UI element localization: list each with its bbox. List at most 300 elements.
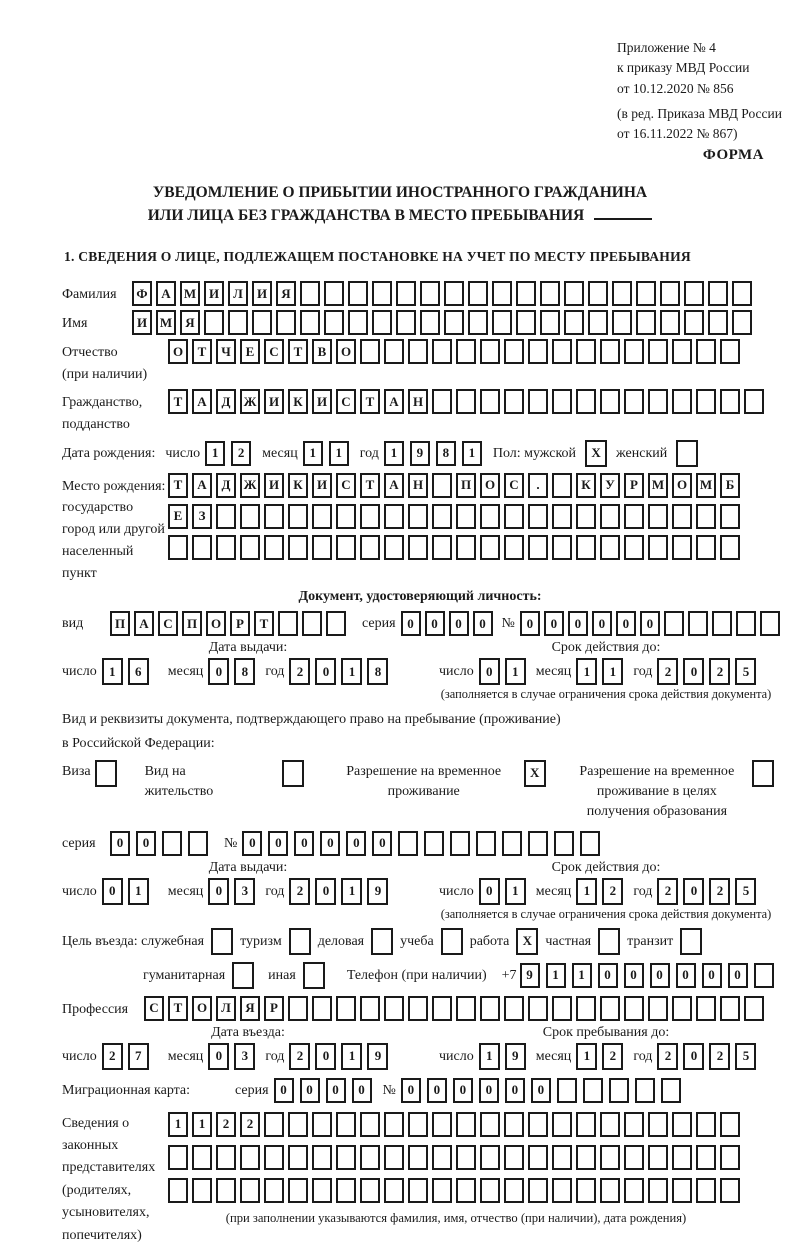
form-cell[interactable]: 1 <box>341 878 362 905</box>
form-cell[interactable] <box>480 535 500 560</box>
form-cell[interactable] <box>708 310 728 335</box>
form-cell[interactable] <box>588 281 608 306</box>
form-cell[interactable] <box>432 1112 452 1137</box>
form-cell[interactable] <box>348 281 368 306</box>
form-cell[interactable]: 8 <box>436 441 456 466</box>
form-cell[interactable]: 0 <box>520 611 540 636</box>
form-cell[interactable]: Т <box>168 996 188 1021</box>
form-cell[interactable] <box>504 1145 524 1170</box>
form-cell[interactable]: 0 <box>268 831 288 856</box>
form-cell[interactable]: В <box>312 339 332 364</box>
form-cell[interactable] <box>408 1178 428 1203</box>
form-cell[interactable] <box>612 310 632 335</box>
form-cell[interactable] <box>432 1178 452 1203</box>
form-cell[interactable]: 0 <box>208 1043 229 1070</box>
form-cell[interactable] <box>312 1178 332 1203</box>
form-cell[interactable] <box>528 535 548 560</box>
form-cell[interactable]: 5 <box>735 878 756 905</box>
form-cell[interactable] <box>432 389 452 414</box>
form-cell[interactable] <box>557 1078 577 1103</box>
form-cell[interactable] <box>552 504 572 529</box>
form-cell[interactable] <box>456 1145 476 1170</box>
form-cell[interactable] <box>732 310 752 335</box>
form-cell[interactable] <box>300 281 320 306</box>
form-cell[interactable]: 0 <box>294 831 314 856</box>
form-cell[interactable]: 2 <box>657 658 678 685</box>
form-cell[interactable]: 0 <box>352 1078 372 1103</box>
form-cell[interactable] <box>384 1178 404 1203</box>
form-cell[interactable]: К <box>288 473 308 498</box>
form-cell[interactable] <box>384 996 404 1021</box>
form-cell[interactable]: О <box>672 473 692 498</box>
form-cell[interactable] <box>576 1145 596 1170</box>
form-cell[interactable] <box>648 339 668 364</box>
form-cell[interactable] <box>696 1178 716 1203</box>
form-cell[interactable]: К <box>288 389 308 414</box>
form-cell[interactable]: 0 <box>401 1078 421 1103</box>
form-cell[interactable] <box>754 963 774 988</box>
form-cell[interactable] <box>504 389 524 414</box>
form-cell[interactable] <box>648 504 668 529</box>
form-cell[interactable]: Ч <box>216 339 236 364</box>
form-cell[interactable] <box>336 1145 356 1170</box>
form-cell[interactable] <box>624 504 644 529</box>
form-cell[interactable] <box>360 504 380 529</box>
form-cell[interactable] <box>504 996 524 1021</box>
form-cell[interactable]: Д <box>216 473 236 498</box>
form-cell[interactable] <box>528 831 548 856</box>
form-cell[interactable] <box>600 1178 620 1203</box>
form-cell[interactable]: 1 <box>576 658 597 685</box>
form-cell[interactable] <box>216 1178 236 1203</box>
form-cell[interactable] <box>168 1145 188 1170</box>
form-cell[interactable]: 0 <box>650 963 670 988</box>
form-cell[interactable]: 0 <box>479 878 500 905</box>
form-cell[interactable]: 0 <box>136 831 156 856</box>
form-cell[interactable]: . <box>528 473 548 498</box>
form-cell[interactable] <box>672 996 692 1021</box>
form-cell[interactable] <box>408 535 428 560</box>
form-cell[interactable]: 9 <box>367 878 388 905</box>
form-cell[interactable]: Ж <box>240 473 260 498</box>
form-cell[interactable] <box>312 504 332 529</box>
form-cell[interactable]: 0 <box>102 878 123 905</box>
form-cell[interactable]: О <box>336 339 356 364</box>
checkbox-purpose-private[interactable] <box>598 928 620 955</box>
form-cell[interactable] <box>672 504 692 529</box>
form-cell[interactable]: Т <box>168 473 188 498</box>
form-cell[interactable] <box>720 996 740 1021</box>
form-cell[interactable]: 0 <box>453 1078 473 1103</box>
checkbox-visa[interactable] <box>95 760 117 787</box>
form-cell[interactable]: 0 <box>208 878 229 905</box>
form-cell[interactable]: 9 <box>410 441 430 466</box>
form-cell[interactable] <box>432 339 452 364</box>
form-cell[interactable] <box>736 611 756 636</box>
form-cell[interactable] <box>480 1178 500 1203</box>
form-cell[interactable]: А <box>192 473 212 498</box>
form-cell[interactable]: С <box>504 473 524 498</box>
form-cell[interactable] <box>672 1145 692 1170</box>
form-cell[interactable] <box>635 1078 655 1103</box>
form-cell[interactable]: 2 <box>289 658 310 685</box>
form-cell[interactable]: И <box>252 281 272 306</box>
form-cell[interactable] <box>528 339 548 364</box>
form-cell[interactable] <box>600 504 620 529</box>
form-cell[interactable] <box>624 389 644 414</box>
form-cell[interactable]: 0 <box>315 658 336 685</box>
form-cell[interactable] <box>408 339 428 364</box>
form-cell[interactable] <box>278 611 298 636</box>
form-cell[interactable] <box>324 281 344 306</box>
form-cell[interactable]: 8 <box>234 658 255 685</box>
form-cell[interactable] <box>744 996 764 1021</box>
form-cell[interactable] <box>432 473 452 498</box>
form-cell[interactable] <box>600 1112 620 1137</box>
form-cell[interactable]: Я <box>180 310 200 335</box>
form-cell[interactable] <box>480 1112 500 1137</box>
form-cell[interactable] <box>420 281 440 306</box>
form-cell[interactable]: 8 <box>367 658 388 685</box>
form-cell[interactable]: Т <box>360 473 380 498</box>
form-cell[interactable] <box>480 339 500 364</box>
checkbox-purpose-official[interactable] <box>211 928 233 955</box>
form-cell[interactable] <box>348 310 368 335</box>
form-cell[interactable] <box>504 1178 524 1203</box>
form-cell[interactable] <box>552 473 572 498</box>
form-cell[interactable] <box>552 1112 572 1137</box>
form-cell[interactable]: 2 <box>657 1043 678 1070</box>
checkbox-purpose-study[interactable] <box>441 928 463 955</box>
form-cell[interactable] <box>288 996 308 1021</box>
form-cell[interactable]: 5 <box>735 658 756 685</box>
form-cell[interactable] <box>576 1112 596 1137</box>
form-cell[interactable]: 0 <box>479 658 500 685</box>
form-cell[interactable]: Р <box>230 611 250 636</box>
form-cell[interactable] <box>696 339 716 364</box>
form-cell[interactable] <box>456 504 476 529</box>
form-cell[interactable] <box>661 1078 681 1103</box>
form-cell[interactable] <box>732 281 752 306</box>
form-cell[interactable]: 0 <box>624 963 644 988</box>
form-cell[interactable]: 1 <box>205 441 225 466</box>
form-cell[interactable]: 0 <box>568 611 588 636</box>
form-cell[interactable] <box>480 389 500 414</box>
form-cell[interactable]: П <box>456 473 476 498</box>
checkbox-male[interactable]: X <box>585 440 607 467</box>
form-cell[interactable]: 9 <box>505 1043 526 1070</box>
form-cell[interactable]: 0 <box>473 611 493 636</box>
form-cell[interactable] <box>324 310 344 335</box>
form-cell[interactable] <box>624 535 644 560</box>
form-cell[interactable]: С <box>336 389 356 414</box>
form-cell[interactable]: 0 <box>598 963 618 988</box>
form-cell[interactable] <box>408 504 428 529</box>
form-cell[interactable]: И <box>312 389 332 414</box>
form-cell[interactable] <box>708 281 728 306</box>
form-cell[interactable] <box>432 504 452 529</box>
form-cell[interactable] <box>672 1178 692 1203</box>
form-cell[interactable] <box>240 504 260 529</box>
form-cell[interactable]: С <box>336 473 356 498</box>
form-cell[interactable]: 0 <box>616 611 636 636</box>
form-cell[interactable] <box>420 310 440 335</box>
form-cell[interactable] <box>552 1145 572 1170</box>
checkbox-female[interactable] <box>676 440 698 467</box>
form-cell[interactable]: Е <box>168 504 188 529</box>
form-cell[interactable] <box>672 339 692 364</box>
form-cell[interactable] <box>648 1145 668 1170</box>
form-cell[interactable] <box>360 1145 380 1170</box>
form-cell[interactable] <box>468 310 488 335</box>
form-cell[interactable] <box>240 535 260 560</box>
form-cell[interactable] <box>624 996 644 1021</box>
form-cell[interactable] <box>384 1112 404 1137</box>
form-cell[interactable]: 0 <box>242 831 262 856</box>
form-cell[interactable] <box>660 310 680 335</box>
form-cell[interactable]: 1 <box>505 658 526 685</box>
form-cell[interactable] <box>372 281 392 306</box>
form-cell[interactable]: Р <box>264 996 284 1021</box>
form-cell[interactable] <box>336 535 356 560</box>
form-cell[interactable] <box>456 1178 476 1203</box>
form-cell[interactable] <box>444 281 464 306</box>
form-cell[interactable]: 7 <box>128 1043 149 1070</box>
checkbox-purpose-transit[interactable] <box>680 928 702 955</box>
form-cell[interactable] <box>684 310 704 335</box>
form-cell[interactable] <box>396 281 416 306</box>
form-cell[interactable]: 0 <box>372 831 392 856</box>
form-cell[interactable] <box>660 281 680 306</box>
form-cell[interactable]: И <box>264 473 284 498</box>
form-cell[interactable]: А <box>384 389 404 414</box>
form-cell[interactable] <box>408 1145 428 1170</box>
form-cell[interactable] <box>552 389 572 414</box>
form-cell[interactable] <box>456 339 476 364</box>
form-cell[interactable] <box>360 535 380 560</box>
form-cell[interactable] <box>502 831 522 856</box>
form-cell[interactable]: К <box>576 473 596 498</box>
form-cell[interactable] <box>216 1145 236 1170</box>
form-cell[interactable]: 0 <box>300 1078 320 1103</box>
form-cell[interactable] <box>312 1112 332 1137</box>
form-cell[interactable]: А <box>134 611 154 636</box>
form-cell[interactable] <box>240 1145 260 1170</box>
form-cell[interactable]: 0 <box>320 831 340 856</box>
form-cell[interactable] <box>276 310 296 335</box>
form-cell[interactable] <box>204 310 224 335</box>
form-cell[interactable]: 1 <box>572 963 592 988</box>
form-cell[interactable]: 9 <box>520 963 540 988</box>
form-cell[interactable]: О <box>480 473 500 498</box>
form-cell[interactable]: 2 <box>102 1043 123 1070</box>
form-cell[interactable]: Я <box>240 996 260 1021</box>
form-cell[interactable]: 0 <box>326 1078 346 1103</box>
form-cell[interactable]: 2 <box>240 1112 260 1137</box>
form-cell[interactable] <box>720 339 740 364</box>
form-cell[interactable]: 0 <box>346 831 366 856</box>
checkbox-purpose-other[interactable] <box>303 962 325 989</box>
form-cell[interactable]: 9 <box>367 1043 388 1070</box>
form-cell[interactable]: М <box>180 281 200 306</box>
form-cell[interactable] <box>360 1112 380 1137</box>
form-cell[interactable]: 1 <box>576 1043 597 1070</box>
form-cell[interactable] <box>384 504 404 529</box>
form-cell[interactable]: 2 <box>657 878 678 905</box>
checkbox-purpose-business[interactable] <box>371 928 393 955</box>
form-cell[interactable] <box>720 504 740 529</box>
form-cell[interactable] <box>398 831 418 856</box>
form-cell[interactable] <box>720 389 740 414</box>
form-cell[interactable]: 1 <box>384 441 404 466</box>
form-cell[interactable]: Н <box>408 473 428 498</box>
form-cell[interactable]: Я <box>276 281 296 306</box>
form-cell[interactable]: А <box>192 389 212 414</box>
form-cell[interactable] <box>312 1145 332 1170</box>
form-cell[interactable]: Л <box>216 996 236 1021</box>
form-cell[interactable]: И <box>132 310 152 335</box>
form-cell[interactable] <box>456 1112 476 1137</box>
form-cell[interactable] <box>336 1112 356 1137</box>
form-cell[interactable] <box>744 389 764 414</box>
form-cell[interactable] <box>252 310 272 335</box>
checkbox-residence-permit[interactable] <box>282 760 304 787</box>
form-cell[interactable]: 0 <box>683 658 704 685</box>
form-cell[interactable] <box>456 535 476 560</box>
form-cell[interactable] <box>192 535 212 560</box>
form-cell[interactable] <box>624 1145 644 1170</box>
form-cell[interactable]: И <box>264 389 284 414</box>
form-cell[interactable] <box>528 1112 548 1137</box>
form-cell[interactable] <box>302 611 322 636</box>
form-cell[interactable] <box>720 1178 740 1203</box>
form-cell[interactable]: 0 <box>676 963 696 988</box>
form-cell[interactable] <box>504 339 524 364</box>
form-cell[interactable] <box>624 1112 644 1137</box>
form-cell[interactable] <box>336 996 356 1021</box>
form-cell[interactable] <box>444 310 464 335</box>
form-cell[interactable] <box>468 281 488 306</box>
form-cell[interactable]: 2 <box>602 878 623 905</box>
form-cell[interactable]: 2 <box>231 441 251 466</box>
form-cell[interactable]: З <box>192 504 212 529</box>
form-cell[interactable] <box>552 535 572 560</box>
form-cell[interactable]: 2 <box>709 878 730 905</box>
form-cell[interactable] <box>288 535 308 560</box>
form-cell[interactable]: С <box>158 611 178 636</box>
form-cell[interactable] <box>480 504 500 529</box>
form-cell[interactable] <box>576 339 596 364</box>
form-cell[interactable] <box>312 535 332 560</box>
form-cell[interactable]: 0 <box>427 1078 447 1103</box>
form-cell[interactable]: 0 <box>449 611 469 636</box>
form-cell[interactable] <box>326 611 346 636</box>
form-cell[interactable] <box>504 1112 524 1137</box>
form-cell[interactable]: Н <box>408 389 428 414</box>
form-cell[interactable] <box>456 996 476 1021</box>
form-cell[interactable] <box>264 535 284 560</box>
form-cell[interactable] <box>696 996 716 1021</box>
form-cell[interactable] <box>664 611 684 636</box>
form-cell[interactable]: С <box>144 996 164 1021</box>
form-cell[interactable]: Т <box>288 339 308 364</box>
form-cell[interactable] <box>288 1178 308 1203</box>
form-cell[interactable] <box>360 996 380 1021</box>
form-cell[interactable]: 2 <box>216 1112 236 1137</box>
form-cell[interactable]: 0 <box>592 611 612 636</box>
form-cell[interactable] <box>688 611 708 636</box>
form-cell[interactable]: 0 <box>110 831 130 856</box>
form-cell[interactable] <box>600 996 620 1021</box>
form-cell[interactable] <box>648 996 668 1021</box>
form-cell[interactable]: О <box>168 339 188 364</box>
form-cell[interactable]: О <box>192 996 212 1021</box>
form-cell[interactable]: Р <box>624 473 644 498</box>
form-cell[interactable]: О <box>206 611 226 636</box>
form-cell[interactable]: 2 <box>602 1043 623 1070</box>
form-cell[interactable]: 1 <box>168 1112 188 1137</box>
form-cell[interactable]: 1 <box>341 658 362 685</box>
form-cell[interactable] <box>600 535 620 560</box>
form-cell[interactable] <box>576 389 596 414</box>
form-cell[interactable]: 0 <box>315 1043 336 1070</box>
form-cell[interactable] <box>648 1112 668 1137</box>
form-cell[interactable] <box>480 1145 500 1170</box>
form-cell[interactable]: 1 <box>479 1043 500 1070</box>
form-cell[interactable] <box>760 611 780 636</box>
form-cell[interactable]: 0 <box>401 611 421 636</box>
form-cell[interactable]: 0 <box>683 1043 704 1070</box>
form-cell[interactable] <box>504 535 524 560</box>
form-cell[interactable] <box>540 310 560 335</box>
form-cell[interactable] <box>424 831 444 856</box>
form-cell[interactable]: А <box>384 473 404 498</box>
form-cell[interactable] <box>384 1145 404 1170</box>
form-cell[interactable]: 0 <box>544 611 564 636</box>
form-cell[interactable]: 1 <box>546 963 566 988</box>
form-cell[interactable] <box>609 1078 629 1103</box>
form-cell[interactable] <box>696 389 716 414</box>
form-cell[interactable] <box>528 504 548 529</box>
checkbox-purpose-tourism[interactable] <box>289 928 311 955</box>
form-cell[interactable]: Т <box>168 389 188 414</box>
form-cell[interactable] <box>528 389 548 414</box>
form-cell[interactable]: 0 <box>640 611 660 636</box>
form-cell[interactable] <box>540 281 560 306</box>
form-cell[interactable] <box>720 1145 740 1170</box>
form-cell[interactable] <box>192 1145 212 1170</box>
form-cell[interactable] <box>528 996 548 1021</box>
form-cell[interactable] <box>300 310 320 335</box>
form-cell[interactable] <box>672 535 692 560</box>
form-cell[interactable]: 2 <box>289 878 310 905</box>
form-cell[interactable]: 1 <box>602 658 623 685</box>
form-cell[interactable]: Б <box>720 473 740 498</box>
form-cell[interactable] <box>583 1078 603 1103</box>
form-cell[interactable] <box>564 310 584 335</box>
form-cell[interactable] <box>564 281 584 306</box>
checkbox-temp-residence[interactable]: X <box>524 760 546 787</box>
form-cell[interactable] <box>456 389 476 414</box>
form-cell[interactable] <box>408 1112 428 1137</box>
form-cell[interactable] <box>408 996 428 1021</box>
form-cell[interactable]: М <box>648 473 668 498</box>
form-cell[interactable]: П <box>182 611 202 636</box>
form-cell[interactable] <box>432 1145 452 1170</box>
form-cell[interactable] <box>216 535 236 560</box>
form-cell[interactable]: 0 <box>728 963 748 988</box>
form-cell[interactable] <box>228 310 248 335</box>
